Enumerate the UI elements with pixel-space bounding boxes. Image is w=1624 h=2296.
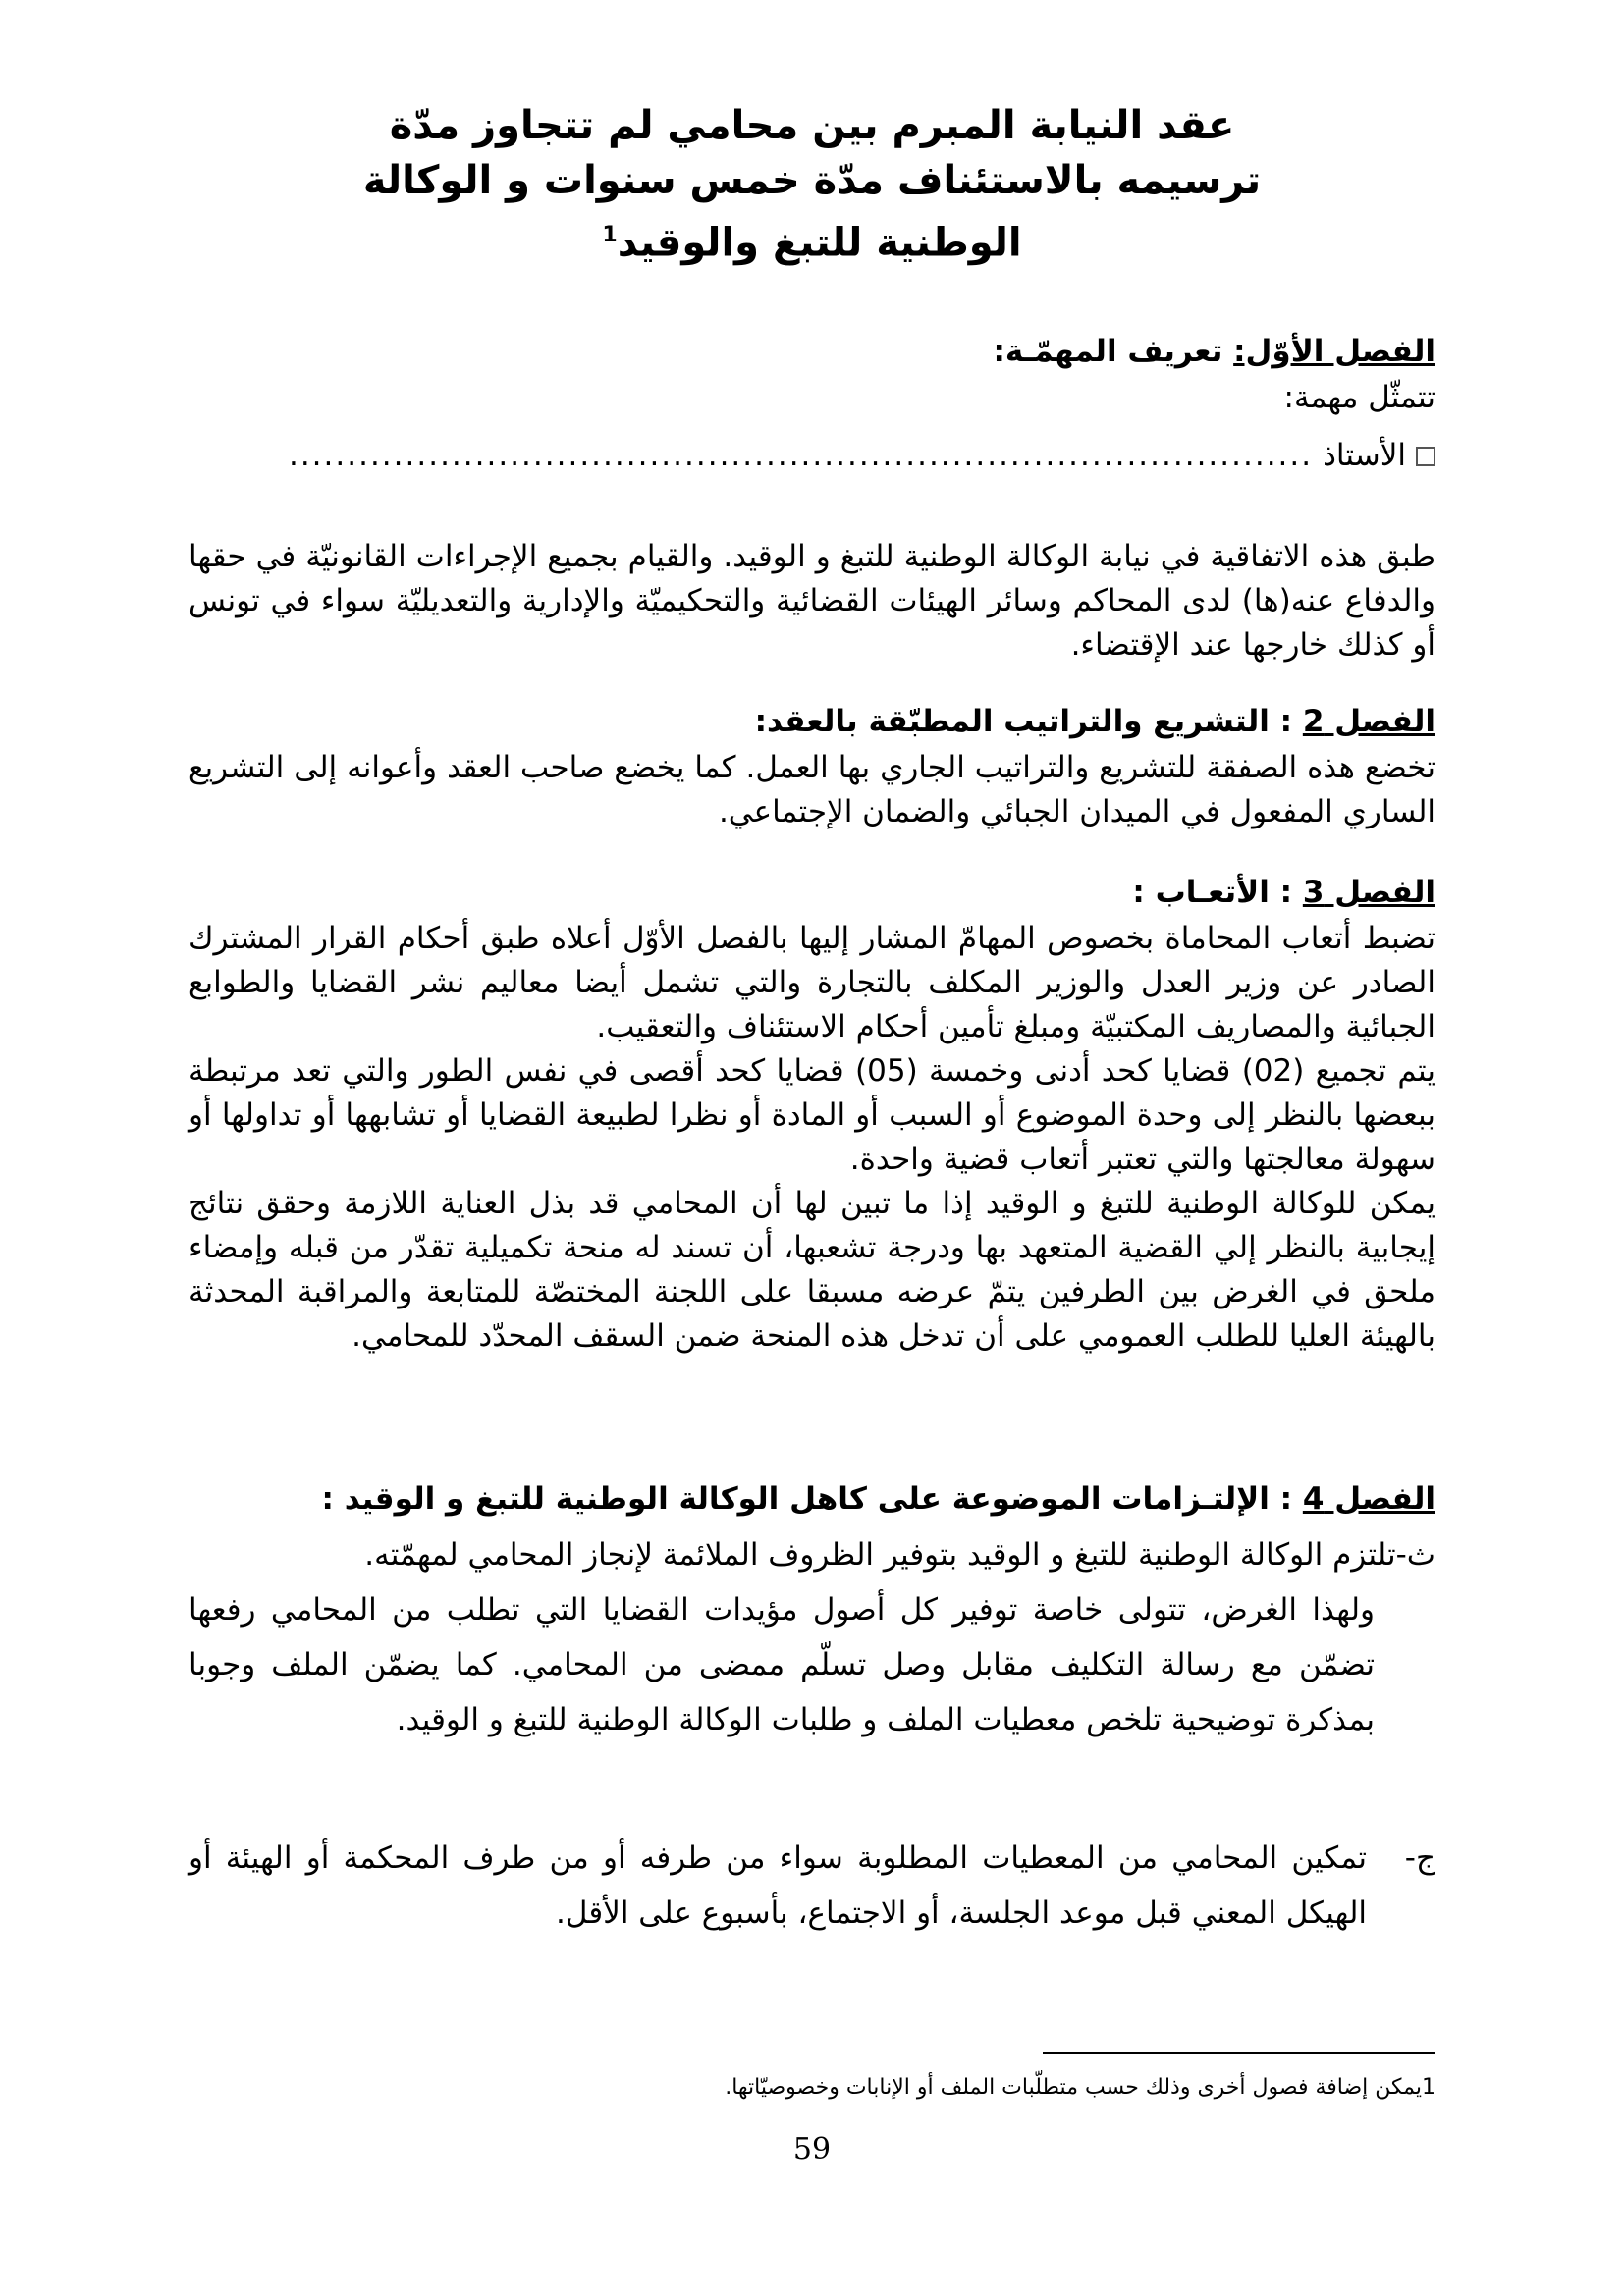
chapter-1-intro: تتمثّل مهمة: [1283,380,1435,415]
page-number: 59 [792,2132,832,2166]
chapter-2-title: : التشريع والتراتيب المطبّقة بالعقد: [754,704,1303,739]
chapter-1-heading [189,330,1435,374]
chapter-1-title: تعريف المهمّـة: [993,334,1234,369]
title-line-3-text: الوطنية للتبغ والوقيد [617,220,1022,266]
chapter-1-label: الفصل الأوّل: [1233,334,1435,369]
title-line-3 [295,208,1329,270]
chapter-3-paragraph-2: يتم تجميع (02) قضايا كحد أدنى وخمسة (05) قضايا كحد أقصى في نفس الطور والتي تعد مرتبطة ببعضها بالنظر إلى وحدة الموضوع أو السبب أو المادة أو نظرا لطبيعة القضايا أو تشابهها أو تداولها أو سهولة معالجتها والتي تعتبر أتعاب قضية واحدة. [189,1053,1435,1177]
item-2-marker: ج- [1404,1841,1435,1876]
footnote: 1يمكن إضافة فصول أخرى وذلك حسب متطلّبات الملف أو الإنابات وخصوصيّاتها. [725,2075,1435,2100]
chapter-4-heading [189,1477,1435,1522]
lawyer-name-line [189,434,1435,478]
lawyer-name-blank: ........................................................................................ [288,438,1314,473]
chapter-2-label: الفصل 2 [1302,704,1435,739]
lawyer-label: الأستاذ [1323,438,1406,473]
item-2-text: تمكين المحامي من المعطيات المطلوبة سواء من طرفه أو من طرف المحكمة أو الهيئة أو الهيكل المعني قبل موعد الجلسة، أو الاجتماع، بأسبوع على الأقل. [189,1841,1367,1931]
title-line-1: عقد النيابة المبرم بين محامي لم تتجاوز مدّة [389,103,1235,148]
checkbox-icon [1416,447,1435,466]
footnote-reference: 1 [602,223,618,247]
chapter-3-label: الفصل 3 [1302,875,1435,910]
item-1-continuation: ولهذا الغرض، تتولى خاصة توفير كل أصول مؤيدات القضايا التي تطلب من المحامي رفعها تضمّن مع رسالة التكليف مقابل وصل تسلّم ممضى من المحامي. كما يضمّن الملف وجوبا بمذكرة توضيحية تلخص معطيات الملف و طلبات الوكالة الوطنية للتبغ و الوقيد. [189,1592,1375,1737]
document-title [295,98,1329,270]
footnote-separator [1043,2052,1435,2054]
title-line-2: ترسيمه بالاستئناف مدّة خمس سنوات و الوكالة [362,158,1262,203]
chapter-1-paragraph: طبق هذه الاتفاقية في نيابة الوكالة الوطنية للتبغ و الوقيد. والقيام بجميع الإجراءات القانونيّة في حقها والدفاع عنه(ها) لدى المحاكم وسائر الهيئات القضائية والتحكيميّة والإدارية والتعديليّة سواء في تونس أو كذلك خارجها عند الإقتضاء. [189,539,1435,663]
chapter-4-label: الفصل 4 [1302,1481,1435,1517]
chapter-2-heading [189,700,1435,744]
chapter-3-heading [189,871,1435,915]
chapter-3-body [189,917,1435,1359]
chapter-3-paragraph-3: يمكن للوكالة الوطنية للتبغ و الوقيد إذا ما تبين لها أن المحامي قد بذل العناية اللازمة وحقق نتائج إيجابية بالنظر إلي القضية المتعهد بها ودرجة تشعبها، أن تسند له منحة تكميلية تقدّر من قبله وإمضاء ملحق في الغرض بين الطرفين يتمّ عرضه مسبقا على اللجنة المختصّة للمتابعة والمراقبة المحدثة بالهيئة العليا للطلب العمومي على أن تدخل هذه المنحة ضمن السقف المحدّد للمحامي. [189,1186,1435,1354]
chapter-4-item-1 [189,1527,1435,1747]
chapter-4-title: : الإلتـزامات الموضوعة على كاهل الوكالة الوطنية للتبغ و الوقيد : [321,1481,1303,1517]
chapter-4-item-2 [189,1831,1435,1941]
chapter-2-paragraph: تخضع هذه الصفقة للتشريع والتراتيب الجاري بها العمل. كما يخضع صاحب العقد وأعوانه إلى التشريع الساري المفعول في الميدان الجبائي والضمان الإجتماعي. [189,750,1435,829]
chapter-3-title: : الأتعـاب : [1132,875,1303,910]
item-1-first-line: ث-تلتزم الوكالة الوطنية للتبغ و الوقيد بتوفير الظروف الملائمة لإنجاز المحامي لمهمّته. [364,1537,1435,1573]
chapter-3-paragraph-1: تضبط أتعاب المحاماة بخصوص المهامّ المشار إليها بالفصل الأوّل أعلاه طبق أحكام القرار المشترك الصادر عن وزير العدل والوزير المكلف بالتجارة والتي تشمل أيضا معاليم نشر القضايا والطوابع الجبائية والمصاريف المكتبيّة ومبلغ تأمين أحكام الاستئناف والتعقيب. [189,921,1435,1044]
